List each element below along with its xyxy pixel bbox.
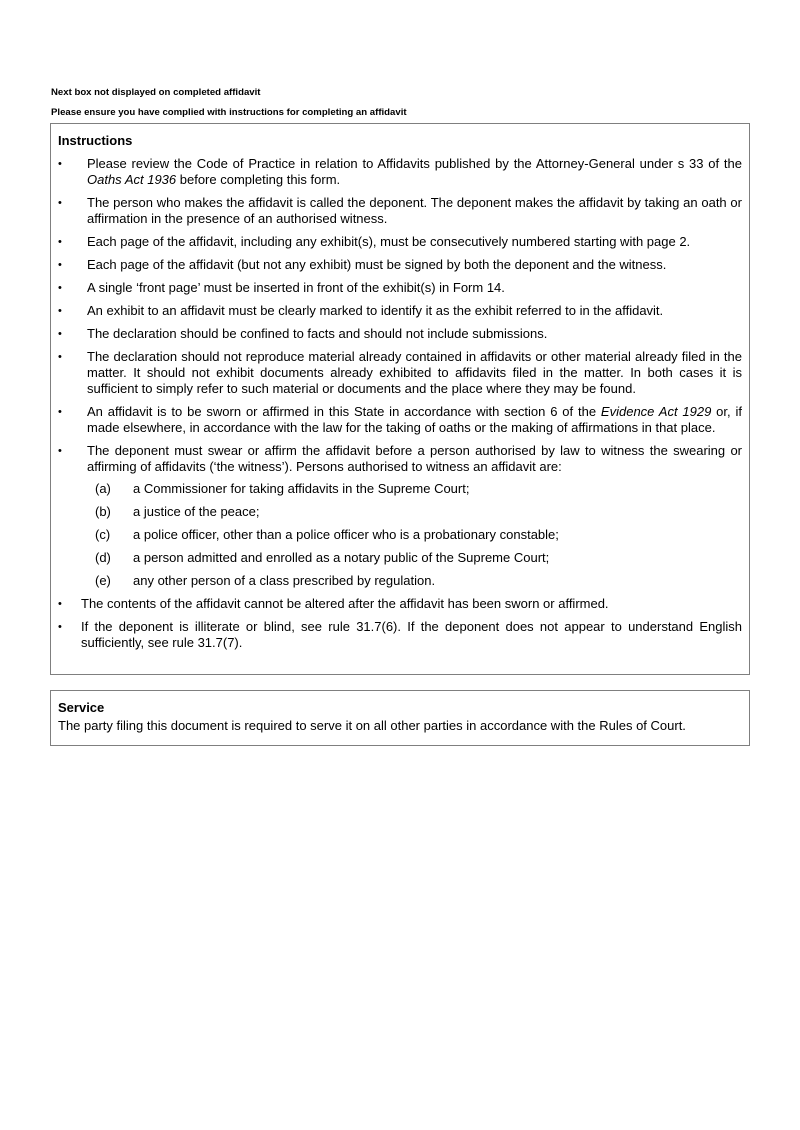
note-not-displayed: Next box not displayed on completed affidavit bbox=[51, 87, 261, 98]
instruction-item-illiterate-blind bbox=[58, 619, 742, 651]
instruction-item-deponent bbox=[58, 195, 742, 227]
instructions-title: Instructions bbox=[58, 133, 133, 148]
instruction-text: An exhibit to an affidavit must be clearly marked to identify it as the exhibit referred to in the affidavit. bbox=[87, 303, 664, 318]
instruction-text: Each page of the affidavit (but not any exhibit) must be signed by both the deponent and the witness. bbox=[87, 257, 667, 272]
witness-list-item bbox=[58, 504, 742, 520]
instruction-text: before completing this form. bbox=[176, 172, 341, 187]
service-box bbox=[50, 690, 750, 746]
bullet-icon: • bbox=[58, 406, 62, 418]
witness-list-text: a Commissioner for taking affidavits in the Supreme Court; bbox=[133, 481, 470, 496]
bullet-icon: • bbox=[58, 598, 62, 610]
instruction-item-authorised-witness bbox=[58, 443, 742, 475]
bullet-icon: • bbox=[58, 236, 62, 248]
witness-list-item bbox=[58, 481, 742, 497]
bullet-icon: • bbox=[58, 197, 62, 209]
witness-list-label: (c) bbox=[95, 527, 111, 542]
instruction-text: The person who makes the affidavit is called the deponent. The deponent makes the affidavit by taking an oath or affirmation in the presence of an authorised witness. bbox=[87, 195, 742, 226]
bullet-icon: • bbox=[58, 158, 62, 170]
witness-list-label: (a) bbox=[95, 481, 111, 496]
witness-list-text: a police officer, other than a police officer who is a probationary constable; bbox=[133, 527, 559, 542]
instruction-item-page-numbering bbox=[58, 234, 742, 250]
instruction-item-sworn-in-state bbox=[58, 404, 742, 436]
instruction-text: The contents of the affidavit cannot be altered after the affidavit has been sworn or affirmed. bbox=[81, 596, 609, 611]
instruction-text: An affidavit is to be sworn or affirmed in this State in accordance with section 6 of the bbox=[87, 404, 601, 419]
bullet-icon: • bbox=[58, 282, 62, 294]
instruction-item-facts-only bbox=[58, 326, 742, 342]
bullet-icon: • bbox=[58, 621, 62, 633]
witness-list-label: (e) bbox=[95, 573, 111, 588]
instruction-text: Each page of the affidavit, including any exhibit(s), must be consecutively numbered starting with page 2. bbox=[87, 234, 691, 249]
bullet-icon: • bbox=[58, 445, 62, 457]
bullet-icon: • bbox=[58, 305, 62, 317]
witness-list-text: a person admitted and enrolled as a notary public of the Supreme Court; bbox=[133, 550, 550, 565]
bullet-icon: • bbox=[58, 328, 62, 340]
witness-list-text: any other person of a class prescribed by regulation. bbox=[133, 573, 436, 588]
instruction-text: The deponent must swear or affirm the affidavit before a person authorised by law to witness the swearing or affirming of affidavits (‘the witness’). Persons authorised to witness an affidavit are: bbox=[87, 443, 742, 474]
instruction-item-exhibit-marking bbox=[58, 303, 742, 319]
instruction-text: Please review the Code of Practice in relation to Affidavits published by the Attorney-General under s 33 of the bbox=[87, 156, 742, 171]
instruction-text: The declaration should be confined to facts and should not include submissions. bbox=[87, 326, 548, 341]
instruction-text: or, if made elsewhere, in accordance with the law for the taking of oaths or the making of affirmations in that place. bbox=[87, 404, 742, 435]
witness-list-item bbox=[58, 573, 742, 589]
instruction-text: If the deponent is illiterate or blind, see rule 31.7(6). If the deponent does not appear to understand English sufficiently, see rule 31.7(7). bbox=[81, 619, 742, 650]
note-ensure-complied: Please ensure you have complied with instructions for completing an affidavit bbox=[51, 107, 407, 118]
service-title: Service bbox=[58, 700, 105, 715]
witness-list-text: a justice of the peace; bbox=[133, 504, 260, 519]
instruction-item-no-alteration bbox=[58, 596, 742, 612]
instruction-text: The declaration should not reproduce material already contained in affidavits or other material already filed in the matter. It should not exhibit documents already exhibited to affidavits filed in the matter. In both cases it is sufficient to simply refer to such material or documents and the place where they may be found. bbox=[87, 349, 742, 396]
instruction-item-no-reproduction bbox=[58, 349, 742, 397]
instruction-item-page-signing bbox=[58, 257, 742, 273]
instruction-item-front-page bbox=[58, 280, 742, 296]
act-name: Evidence Act 1929 bbox=[600, 404, 712, 419]
witness-list-label: (b) bbox=[95, 504, 111, 519]
witness-list-label: (d) bbox=[95, 550, 111, 565]
instruction-item-code-of-practice bbox=[58, 156, 742, 188]
bullet-icon: • bbox=[58, 259, 62, 271]
witness-list-item bbox=[58, 527, 742, 543]
instructions-box bbox=[50, 123, 750, 675]
service-text: The party filing this document is required to serve it on all other parties in accordance with the Rules of Court. bbox=[58, 718, 686, 733]
instruction-text: A single ‘front page’ must be inserted in front of the exhibit(s) in Form 14. bbox=[87, 280, 505, 295]
act-name: Oaths Act 1936 bbox=[87, 172, 177, 187]
witness-list-item bbox=[58, 550, 742, 566]
bullet-icon: • bbox=[58, 351, 62, 363]
